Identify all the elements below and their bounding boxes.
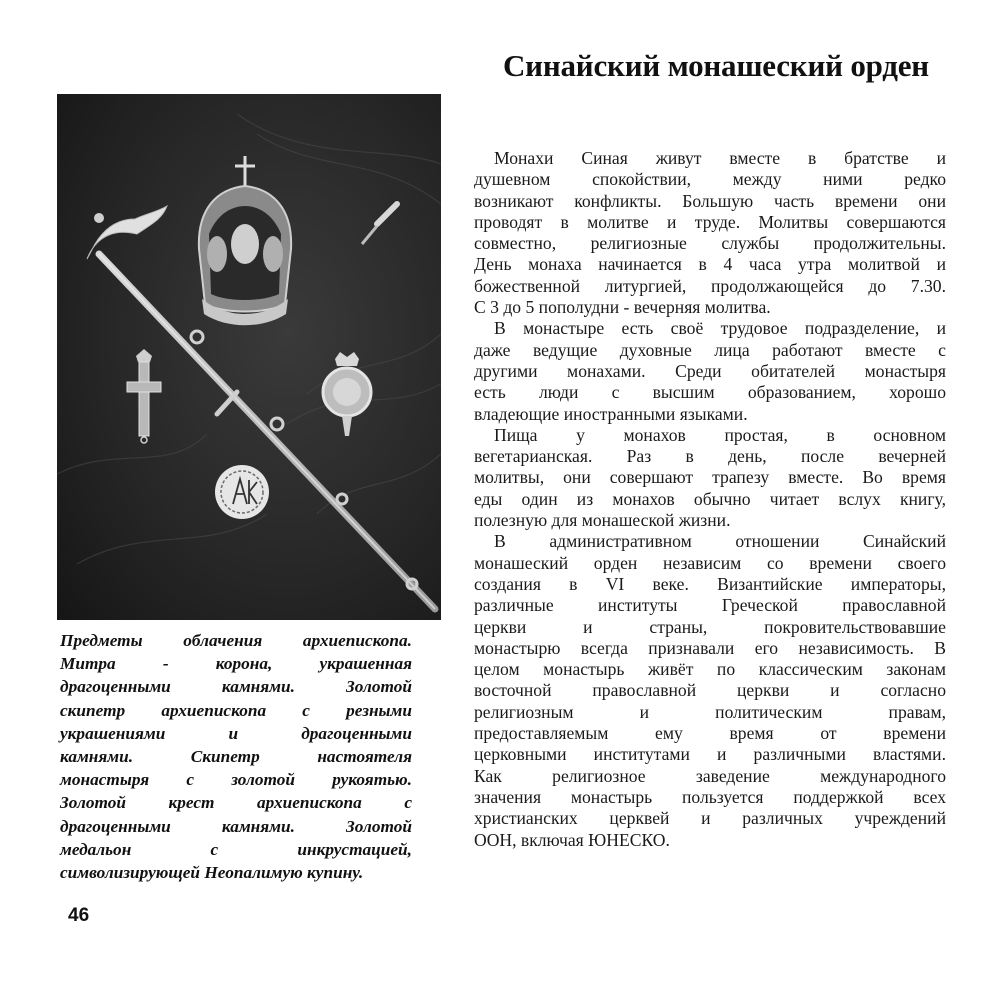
text-line: владеющие иностранными языками. [474,403,748,424]
text-line: различные институты Греческой православной [474,595,946,616]
caption-line: скипетр архиепископа с резными [60,700,412,720]
text-line: В монастыре есть своё трудовое подразделение, и [494,318,946,339]
text-line: другими монахами. Среди обитателей монастыря [474,360,946,381]
caption-line: драгоценными камнями. Золотой [60,677,412,697]
text-line: предоставляемым ему время от времени [474,723,946,744]
text-line: церкви и страны, покровительствовавшие [474,616,946,637]
article-body [474,148,946,851]
text-line: В административном отношении Синайский [494,531,946,552]
article-paragraph [474,531,946,850]
article-paragraph [474,425,946,531]
text-line: религиозным и политическим правам, [474,701,946,722]
caption-line: Митра - корона, украшенная [60,654,412,674]
caption-line: Золотой крест архиепископа с [60,793,412,813]
text-line: еды один из монахов обычно читает вслух книгу, [474,488,946,509]
text-line: проводят в молитве и труде. Молитвы совершаются [474,211,946,232]
text-line: вегетарианская. Раз в день, после вечерней [474,446,946,467]
text-line: полезную для монашеской жизни. [474,510,731,531]
text-line: даже ведущие духовные лица работают вместе с [474,339,946,360]
caption-line: медальон с инкрустацией, [60,839,412,859]
caption-line: символизирующей Неопалимую купину. [60,863,364,883]
text-line: создания в VI веке. Византийские императоры, [474,573,946,594]
text-line: божественной литургией, продолжающейся до 7.30. [474,275,946,296]
caption-line: монастыря с золотой рукоятью. [60,770,412,790]
text-line: Пища у монахов простая, в основном [494,424,946,445]
text-line: значения монастырь пользуется поддержкой всех [474,786,946,807]
page-title: Синайский монашеский орден [503,48,929,83]
text-line: христианских церквей и различных учреждений [474,808,946,829]
text-line: Монахи Синая живут вместе в братстве и [494,148,946,168]
text-line: есть люди с высшим образованием, хорошо [474,382,946,403]
text-line: совместно, религиозные службы продолжительны. [474,233,946,254]
text-line: молитвы, они совершают трапезу вместе. Во время [474,467,946,488]
text-line: целом монастырь живёт по классическим законам [474,659,946,680]
text-line: ООН, включая ЮНЕСКО. [474,829,670,850]
photo-archbishop-vestments [57,94,441,620]
caption-line: украшениями и драгоценными [60,723,412,743]
article-paragraph [474,318,946,424]
photo-illustration [57,94,441,620]
text-line: душевном спокойствии, между ними редко [474,169,946,190]
text-line: возникают конфликты. Большую часть времени они [474,190,946,211]
text-line: церковными институтами и различными властями. [474,744,946,765]
photo-caption [60,629,412,884]
text-line: С 3 до 5 пополудни - вечерняя молитва. [474,297,771,318]
burning-bush-medallion [215,465,269,519]
dark-cloth-background [57,94,441,620]
caption-line: драгоценными камнями. Золотой [60,816,412,836]
text-line: монашеский орден независим со времени своего [474,552,946,573]
text-line: День монаха начинается в 4 часа утра молитвой и [474,254,946,275]
caption-line: Предметы облачения архиепископа. [60,631,412,650]
text-line: восточной православной церкви и согласно [474,680,946,701]
text-line: Как религиозное заведение международного [474,765,946,786]
caption-line: камнями. Скипетр настоятеля [60,747,412,767]
article-paragraph [474,148,946,318]
page-number: 46 [68,905,90,926]
text-line: монастырю всегда признавали его независимость. В [474,637,946,658]
